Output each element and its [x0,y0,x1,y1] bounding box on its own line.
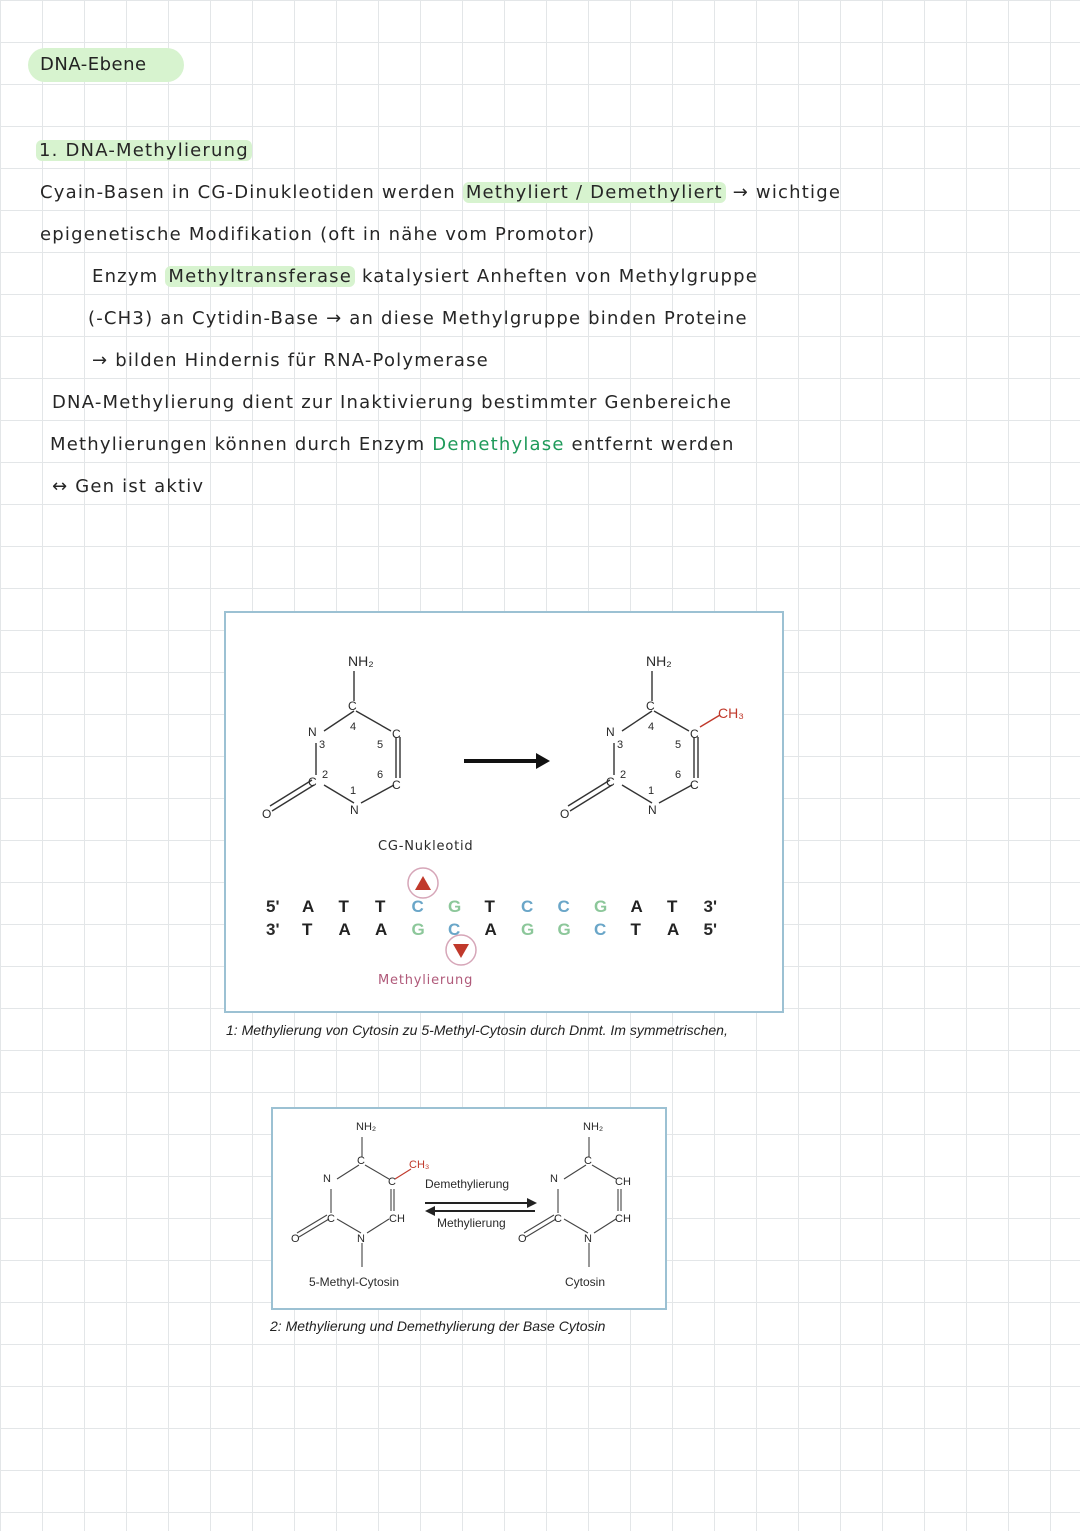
strand-top-prime-start: 5' [266,897,280,916]
atom-c5-left: C [392,727,401,741]
figure-2 [271,1107,667,1310]
atom-o-right: O [518,1233,527,1245]
note-line-7-b: entfernt werden [564,434,735,455]
note-line-3-highlight: Methyltransferase [165,266,355,287]
strand-bottom-bases [302,920,704,939]
strand-top-prime-end: 3' [703,897,717,916]
section-tag [28,48,184,82]
atom-n1-left: N [350,803,359,817]
note-line-8 [52,476,204,497]
atom-n3-left: N [323,1173,331,1185]
strand-top-base: C [411,897,424,916]
demethylierung-label: Demethylierung [425,1177,510,1191]
atom-ch6-left: CH [389,1213,405,1225]
note-line-7-a: Methylierungen können durch Enzym [50,434,433,455]
note-line-3-b: katalysiert Anheften von Methylgruppe [355,266,759,287]
figure-1 [224,611,784,1013]
note-line-4-a: (-CH3) an Cytidin-Base → an diese Methylgruppe binden Proteine [88,308,748,329]
cytosin-structure [524,1137,621,1267]
ring-number-3-right: 3 [617,739,624,751]
nh2-label-right: NH₂ [646,653,672,669]
cg-nukleotid-annotation: CG-Nukleotid [378,839,474,854]
cytosin-name: Cytosin [565,1275,606,1289]
strand-bottom-base: T [630,920,641,939]
atom-o-left: O [291,1233,300,1245]
atom-n3-left: N [308,725,317,739]
strand-top-base: G [594,897,608,916]
note-line-7-highlight: Demethylase [432,434,565,455]
nh2-label-left: NH₂ [356,1121,377,1133]
note-line-1-a: Cyain-Basen in CG-Dinukleotiden werden [40,182,463,203]
atom-ch5-right: CH [615,1176,631,1188]
note-line-4 [88,308,748,329]
strand-top-base: A [302,897,315,916]
atom-c5-right: C [690,727,699,741]
strand-top-base: C [521,897,534,916]
atom-n1-right: N [584,1233,592,1245]
atom-n3-right: N [606,725,615,739]
strand-top-base: A [630,897,643,916]
note-line-1-b: → wichtige [725,182,842,203]
atom-n1-left: N [357,1233,365,1245]
ch3-label: CH₃ [409,1159,430,1171]
methylcytosin-name: 5-Methyl-Cytosin [309,1275,400,1289]
atom-c2-left: C [327,1213,335,1225]
ring-number-6-left: 6 [377,769,384,781]
atom-c4-left: C [357,1155,365,1167]
methylcytosin-structure [297,1137,411,1267]
atom-n1-right: N [648,803,657,817]
strand-top-base: G [448,897,462,916]
figure-1-caption: 1: Methylierung von Cytosin zu 5-Methyl-Cytosin durch Dnmt. Im symmetrischen, [226,1022,728,1038]
strand-top-base: T [484,897,495,916]
note-line-8-a: ↔ Gen ist aktiv [52,476,205,497]
ch3-label-right: CH₃ [718,705,744,721]
atom-n3-right: N [550,1173,558,1185]
note-line-2 [40,224,595,245]
strand-bottom-prime-start: 3' [266,920,280,939]
note-line-5-a: → bilden Hindernis für RNA-Polymerase [92,350,489,371]
section-title [36,140,252,161]
strand-bottom-base: A [484,920,497,939]
strand-bottom-base: T [302,920,313,939]
ring-number-5-left: 5 [377,739,384,751]
ring-number-5-right: 5 [675,739,682,751]
nh2-label-left: NH₂ [348,653,374,669]
note-line-2-a: epigenetische Modifikation (oft in nähe vom Promotor) [40,224,596,245]
ring-number-3-left: 3 [319,739,326,751]
methylierung-label: Methylierung [437,1216,506,1230]
strand-bottom-base: G [411,920,425,939]
atom-c2-left: C [308,775,317,789]
note-line-6 [52,392,732,413]
ring-number-4-right: 4 [648,721,655,733]
section-tag-label: DNA-Ebene [40,54,147,75]
atom-c4-right: C [646,699,655,713]
figure-1-svg [226,613,782,1011]
note-line-7 [50,434,735,455]
note-line-3-a: Enzym [92,266,166,287]
note-line-5 [92,350,489,371]
strand-bottom-prime-end: 5' [703,920,717,939]
atom-c4-right: C [584,1155,592,1167]
methylierung-annotation: Methylierung [378,973,474,988]
atom-c6-left: C [392,778,401,792]
atom-c5-left: C [388,1176,396,1188]
ring-number-2-right: 2 [620,769,627,781]
figure-2-caption: 2: Methylierung und Demethylierung der Base Cytosin [270,1318,606,1334]
ring-number-1-left: 1 [350,785,357,797]
atom-c2-right: C [554,1213,562,1225]
strand-top-base: C [557,897,570,916]
dna-strand-bottom [266,920,734,940]
equilibrium-arrows [425,1198,537,1216]
strand-bottom-base: G [521,920,535,939]
atom-ch6-right: CH [615,1213,631,1225]
strand-bottom-base: A [338,920,351,939]
ring-number-4-left: 4 [350,721,357,733]
reaction-arrow [464,753,550,769]
strand-bottom-base: A [375,920,388,939]
strand-top-base: T [375,897,386,916]
note-line-6-a: DNA-Methylierung dient zur Inaktivierung bestimmter Genbereiche [52,392,733,413]
strand-bottom-base: G [557,920,571,939]
note-line-1-highlight: Methyliert / Demethyliert [463,182,726,203]
atom-o-right: O [560,807,570,821]
ring-number-1-right: 1 [648,785,655,797]
strand-bottom-base: C [594,920,607,939]
section-title-text: 1. DNA-Methylierung [36,140,252,161]
note-line-3 [92,266,758,287]
strand-top-bases [302,897,704,916]
strand-bottom-base: C [448,920,461,939]
strand-top-base: T [338,897,349,916]
strand-top-base: T [667,897,678,916]
atom-c4-left: C [348,699,357,713]
dna-strand-top [266,897,734,917]
ring-number-6-right: 6 [675,769,682,781]
nh2-label-right: NH₂ [583,1121,604,1133]
atom-o-left: O [262,807,272,821]
ring-number-2-left: 2 [322,769,329,781]
strand-bottom-base: A [667,920,680,939]
atom-c6-right: C [690,778,699,792]
atom-c2-right: C [606,775,615,789]
note-line-1 [40,182,841,203]
